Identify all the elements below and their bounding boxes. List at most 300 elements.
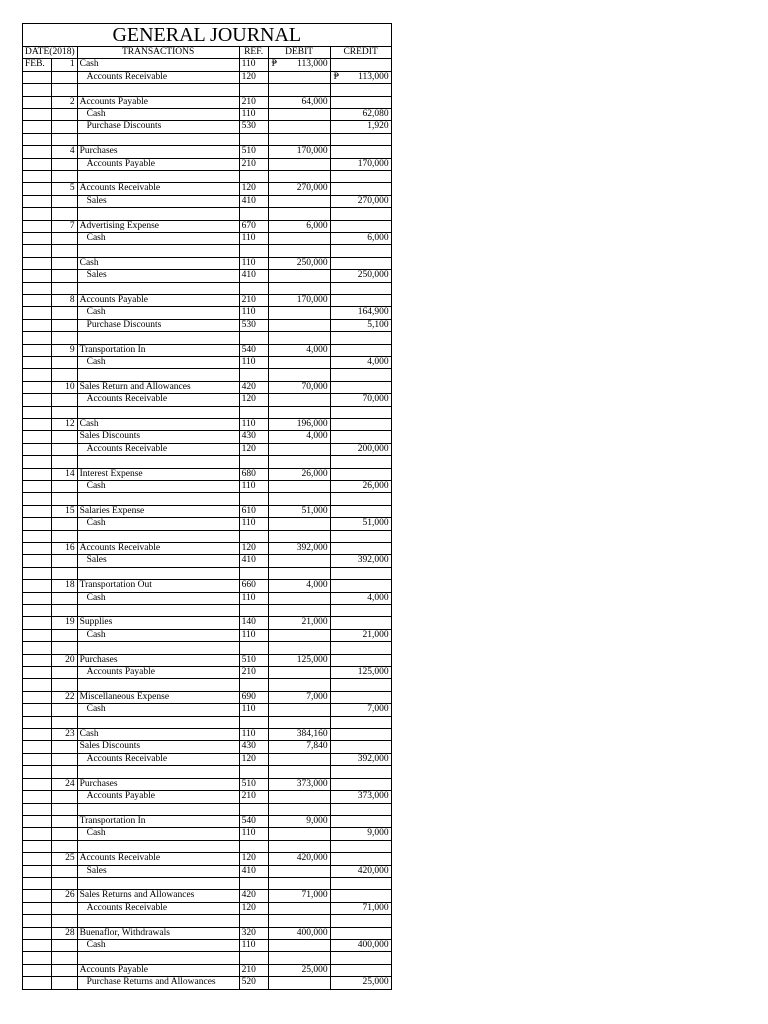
month-cell (23, 667, 52, 679)
account-name: Sales (86, 865, 107, 876)
ref-cell (239, 84, 268, 96)
day-cell: 9 (51, 344, 77, 356)
credit-cell (330, 704, 391, 716)
account-name: Transportation Out (79, 580, 152, 591)
debit-cell (268, 96, 330, 108)
ref-cell: 430 (239, 431, 268, 443)
ref-cell (239, 208, 268, 220)
day-cell (51, 915, 77, 927)
debit-cell (268, 332, 330, 344)
credit-amount: 392,000 (357, 753, 389, 764)
account-name: Accounts Receivable (86, 753, 168, 764)
day-cell (51, 307, 77, 319)
day-cell (51, 332, 77, 344)
account-cell (77, 456, 239, 468)
debit-amount: 71,000 (301, 890, 328, 901)
account-cell (77, 667, 239, 679)
credit-cell (330, 208, 391, 220)
table-row (23, 270, 392, 282)
month-cell (23, 729, 52, 741)
debit-cell (268, 518, 330, 530)
day-cell (51, 443, 77, 455)
account-name: Cash (86, 481, 106, 492)
account-cell (77, 654, 239, 666)
credit-cell (330, 716, 391, 728)
table-row (23, 617, 392, 629)
debit-cell (268, 704, 330, 716)
account-cell (77, 629, 239, 641)
credit-cell (330, 679, 391, 691)
ref-cell (239, 369, 268, 381)
table-row (23, 667, 392, 679)
month-cell (23, 270, 52, 282)
ref-cell: 410 (239, 555, 268, 567)
credit-cell (330, 840, 391, 852)
debit-cell (268, 828, 330, 840)
table-row (23, 505, 392, 517)
credit-cell (330, 332, 391, 344)
table-row (23, 629, 392, 641)
credit-cell (330, 307, 391, 319)
month-cell (23, 915, 52, 927)
ref-cell: 120 (239, 902, 268, 914)
credit-cell (330, 493, 391, 505)
account-name: Cash (79, 59, 99, 70)
table-row (23, 295, 392, 307)
credit-cell (330, 233, 391, 245)
month-cell (23, 146, 52, 158)
table-row (23, 381, 392, 393)
account-name: Cash (86, 307, 106, 318)
credit-cell (330, 741, 391, 753)
ref-cell: 540 (239, 815, 268, 827)
account-cell (77, 803, 239, 815)
debit-cell (268, 71, 330, 83)
account-cell (77, 617, 239, 629)
credit-cell (330, 257, 391, 269)
table-row (23, 71, 392, 83)
ref-cell: 110 (239, 828, 268, 840)
credit-header: CREDIT (330, 47, 391, 59)
day-cell (51, 952, 77, 964)
month-cell (23, 344, 52, 356)
debit-cell (268, 493, 330, 505)
month-cell (23, 443, 52, 455)
debit-cell (268, 84, 330, 96)
account-cell (77, 530, 239, 542)
day-cell (51, 493, 77, 505)
ref-cell: 110 (239, 629, 268, 641)
credit-amount: 270,000 (357, 195, 389, 206)
day-cell (51, 939, 77, 951)
month-cell (23, 493, 52, 505)
journal-table (22, 23, 392, 990)
credit-cell (330, 791, 391, 803)
table-row (23, 543, 392, 555)
account-cell (77, 518, 239, 530)
account-cell (77, 71, 239, 83)
credit-cell (330, 71, 391, 83)
debit-cell (268, 220, 330, 232)
day-cell: 12 (51, 419, 77, 431)
debit-cell (268, 803, 330, 815)
account-name: Transportation In (79, 344, 146, 355)
account-cell (77, 679, 239, 691)
debit-amount: 4,000 (306, 431, 328, 442)
account-cell (77, 208, 239, 220)
account-cell (77, 319, 239, 331)
account-cell (77, 952, 239, 964)
credit-cell (330, 952, 391, 964)
credit-cell (330, 828, 391, 840)
credit-cell (330, 729, 391, 741)
ref-cell (239, 456, 268, 468)
account-cell (77, 344, 239, 356)
day-cell (51, 840, 77, 852)
credit-cell (330, 456, 391, 468)
month-cell (23, 71, 52, 83)
account-cell (77, 642, 239, 654)
table-row (23, 865, 392, 877)
month-cell (23, 853, 52, 865)
account-cell (77, 96, 239, 108)
day-cell (51, 394, 77, 406)
credit-cell (330, 964, 391, 976)
credit-cell (330, 605, 391, 617)
month-cell (23, 890, 52, 902)
account-cell (77, 716, 239, 728)
ref-cell: 120 (239, 394, 268, 406)
debit-cell (268, 443, 330, 455)
debit-cell (268, 481, 330, 493)
table-row (23, 791, 392, 803)
credit-cell (330, 133, 391, 145)
debit-cell (268, 146, 330, 158)
spacer-row (23, 915, 392, 927)
account-cell (77, 902, 239, 914)
debit-cell (268, 183, 330, 195)
debit-cell (268, 592, 330, 604)
day-cell (51, 369, 77, 381)
credit-amount: 7,000 (367, 704, 389, 715)
month-cell (23, 109, 52, 121)
ref-cell (239, 605, 268, 617)
debit-cell (268, 691, 330, 703)
month-cell (23, 295, 52, 307)
debit-cell (268, 357, 330, 369)
month-cell (23, 778, 52, 790)
month-cell (23, 319, 52, 331)
account-cell (77, 877, 239, 889)
month-cell (23, 679, 52, 691)
credit-cell (330, 853, 391, 865)
account-cell (77, 580, 239, 592)
credit-cell (330, 146, 391, 158)
credit-cell (330, 183, 391, 195)
credit-amount: 250,000 (357, 270, 389, 281)
ref-cell: 110 (239, 307, 268, 319)
debit-cell (268, 158, 330, 170)
day-cell (51, 567, 77, 579)
day-cell: 1 (51, 59, 77, 71)
account-name: Accounts Receivable (79, 183, 161, 194)
ref-cell: 420 (239, 890, 268, 902)
ref-cell: 110 (239, 109, 268, 121)
ref-cell (239, 915, 268, 927)
day-cell (51, 109, 77, 121)
ref-cell (239, 406, 268, 418)
month-cell (23, 195, 52, 207)
account-name: Accounts Payable (86, 667, 155, 678)
debit-cell (268, 419, 330, 431)
month-cell (23, 567, 52, 579)
ref-cell: 110 (239, 592, 268, 604)
account-name: Purchases (79, 146, 118, 157)
month-cell (23, 580, 52, 592)
account-name: Cash (86, 109, 106, 120)
day-cell (51, 518, 77, 530)
ref-cell (239, 642, 268, 654)
account-name: Accounts Receivable (86, 71, 168, 82)
table-row (23, 580, 392, 592)
credit-cell (330, 406, 391, 418)
ref-cell: 520 (239, 977, 268, 989)
month-cell (23, 939, 52, 951)
day-cell: 20 (51, 654, 77, 666)
credit-cell (330, 245, 391, 257)
credit-cell (330, 778, 391, 790)
credit-cell (330, 890, 391, 902)
month-cell (23, 654, 52, 666)
ref-cell: 110 (239, 518, 268, 530)
day-cell: 7 (51, 220, 77, 232)
credit-cell (330, 96, 391, 108)
credit-cell (330, 567, 391, 579)
debit-cell (268, 59, 330, 71)
account-cell (77, 146, 239, 158)
debit-amount: 270,000 (296, 183, 328, 194)
table-row (23, 121, 392, 133)
credit-amount: 200,000 (357, 443, 389, 454)
account-cell (77, 133, 239, 145)
credit-cell (330, 481, 391, 493)
journal-title: GENERAL JOURNAL (23, 24, 392, 47)
spacer-row (23, 679, 392, 691)
month-cell (23, 245, 52, 257)
table-row (23, 815, 392, 827)
account-cell (77, 691, 239, 703)
debit-amount: 6,000 (306, 220, 328, 231)
ref-cell: 210 (239, 964, 268, 976)
ref-cell: 210 (239, 667, 268, 679)
month-cell (23, 158, 52, 170)
table-row (23, 195, 392, 207)
month-cell (23, 394, 52, 406)
table-row (23, 753, 392, 765)
debit-amount: 70,000 (301, 381, 328, 392)
table-row (23, 443, 392, 455)
account-name: Accounts Payable (79, 295, 148, 306)
ref-cell: 120 (239, 853, 268, 865)
credit-cell (330, 295, 391, 307)
day-cell (51, 121, 77, 133)
spacer-row (23, 530, 392, 542)
credit-cell (330, 865, 391, 877)
month-cell (23, 803, 52, 815)
debit-cell (268, 109, 330, 121)
credit-cell (330, 927, 391, 939)
account-name: Cash (79, 729, 99, 740)
credit-amount: 125,000 (357, 667, 389, 678)
account-name: Salaries Expense (79, 505, 145, 516)
table-row (23, 964, 392, 976)
spacer-row (23, 332, 392, 344)
debit-cell (268, 381, 330, 393)
debit-cell (268, 853, 330, 865)
credit-cell (330, 171, 391, 183)
credit-cell (330, 121, 391, 133)
account-cell (77, 270, 239, 282)
account-name: Accounts Receivable (79, 543, 161, 554)
ref-cell: 120 (239, 543, 268, 555)
credit-cell (330, 344, 391, 356)
table-row (23, 977, 392, 989)
ref-cell (239, 567, 268, 579)
debit-cell (268, 257, 330, 269)
day-cell (51, 71, 77, 83)
debit-cell (268, 915, 330, 927)
account-cell (77, 815, 239, 827)
table-row (23, 419, 392, 431)
month-cell (23, 171, 52, 183)
day-cell (51, 791, 77, 803)
month-cell (23, 208, 52, 220)
day-cell (51, 270, 77, 282)
table-row (23, 468, 392, 480)
table-row (23, 257, 392, 269)
debit-cell (268, 530, 330, 542)
ref-header: REF. (239, 47, 268, 59)
day-cell: 8 (51, 295, 77, 307)
debit-cell (268, 245, 330, 257)
account-cell (77, 791, 239, 803)
debit-amount: 26,000 (301, 468, 328, 479)
debit-cell (268, 617, 330, 629)
account-cell (77, 394, 239, 406)
month-cell (23, 840, 52, 852)
month-cell (23, 419, 52, 431)
day-cell (51, 815, 77, 827)
debit-cell (268, 778, 330, 790)
account-name: Purchase Discounts (86, 319, 162, 330)
day-cell (51, 171, 77, 183)
account-name: Supplies (79, 617, 113, 628)
credit-amount: 25,000 (362, 977, 389, 988)
debit-cell (268, 555, 330, 567)
month-cell (23, 964, 52, 976)
account-name: Accounts Payable (86, 791, 155, 802)
table-row (23, 109, 392, 121)
table-row (23, 654, 392, 666)
ref-cell (239, 716, 268, 728)
ref-cell (239, 171, 268, 183)
account-cell (77, 158, 239, 170)
account-cell (77, 183, 239, 195)
account-cell (77, 766, 239, 778)
day-cell (51, 753, 77, 765)
account-cell (77, 419, 239, 431)
table-row (23, 729, 392, 741)
account-cell (77, 704, 239, 716)
ref-cell: 540 (239, 344, 268, 356)
debit-cell (268, 233, 330, 245)
journal-body (23, 59, 392, 989)
spacer-row (23, 369, 392, 381)
ref-cell: 410 (239, 270, 268, 282)
table-row (23, 939, 392, 951)
ref-cell: 320 (239, 927, 268, 939)
month-cell (23, 753, 52, 765)
credit-cell (330, 667, 391, 679)
debit-cell (268, 121, 330, 133)
account-cell (77, 927, 239, 939)
debit-amount: 7,000 (306, 691, 328, 702)
credit-cell (330, 468, 391, 480)
ref-cell: 410 (239, 865, 268, 877)
account-cell (77, 121, 239, 133)
day-cell (51, 257, 77, 269)
day-cell (51, 766, 77, 778)
account-name: Accounts Payable (79, 96, 148, 107)
credit-amount: 5,100 (367, 319, 389, 330)
debit-cell (268, 394, 330, 406)
debit-cell (268, 753, 330, 765)
credit-cell (330, 580, 391, 592)
debit-cell (268, 815, 330, 827)
spacer-row (23, 642, 392, 654)
debit-cell (268, 133, 330, 145)
day-cell (51, 158, 77, 170)
month-cell: FEB. (23, 59, 52, 71)
account-name: Sales Return and Allowances (79, 381, 191, 392)
account-cell (77, 84, 239, 96)
debit-cell (268, 282, 330, 294)
credit-cell (330, 381, 391, 393)
account-name: Accounts Payable (86, 158, 155, 169)
spacer-row (23, 766, 392, 778)
table-row (23, 481, 392, 493)
spacer-row (23, 567, 392, 579)
month-cell (23, 592, 52, 604)
day-cell (51, 741, 77, 753)
transactions-header: TRANSACTIONS (77, 47, 239, 59)
credit-cell (330, 902, 391, 914)
account-cell (77, 853, 239, 865)
debit-cell (268, 171, 330, 183)
account-name: Purchase Discounts (86, 121, 162, 132)
account-cell (77, 753, 239, 765)
account-cell (77, 567, 239, 579)
table-row (23, 220, 392, 232)
account-name: Buenaflor, Withdrawals (79, 927, 170, 938)
day-cell: 25 (51, 853, 77, 865)
month-cell (23, 741, 52, 753)
spacer-row (23, 406, 392, 418)
day-cell: 16 (51, 543, 77, 555)
debit-cell (268, 629, 330, 641)
day-cell: 19 (51, 617, 77, 629)
account-name: Sales (86, 555, 107, 566)
